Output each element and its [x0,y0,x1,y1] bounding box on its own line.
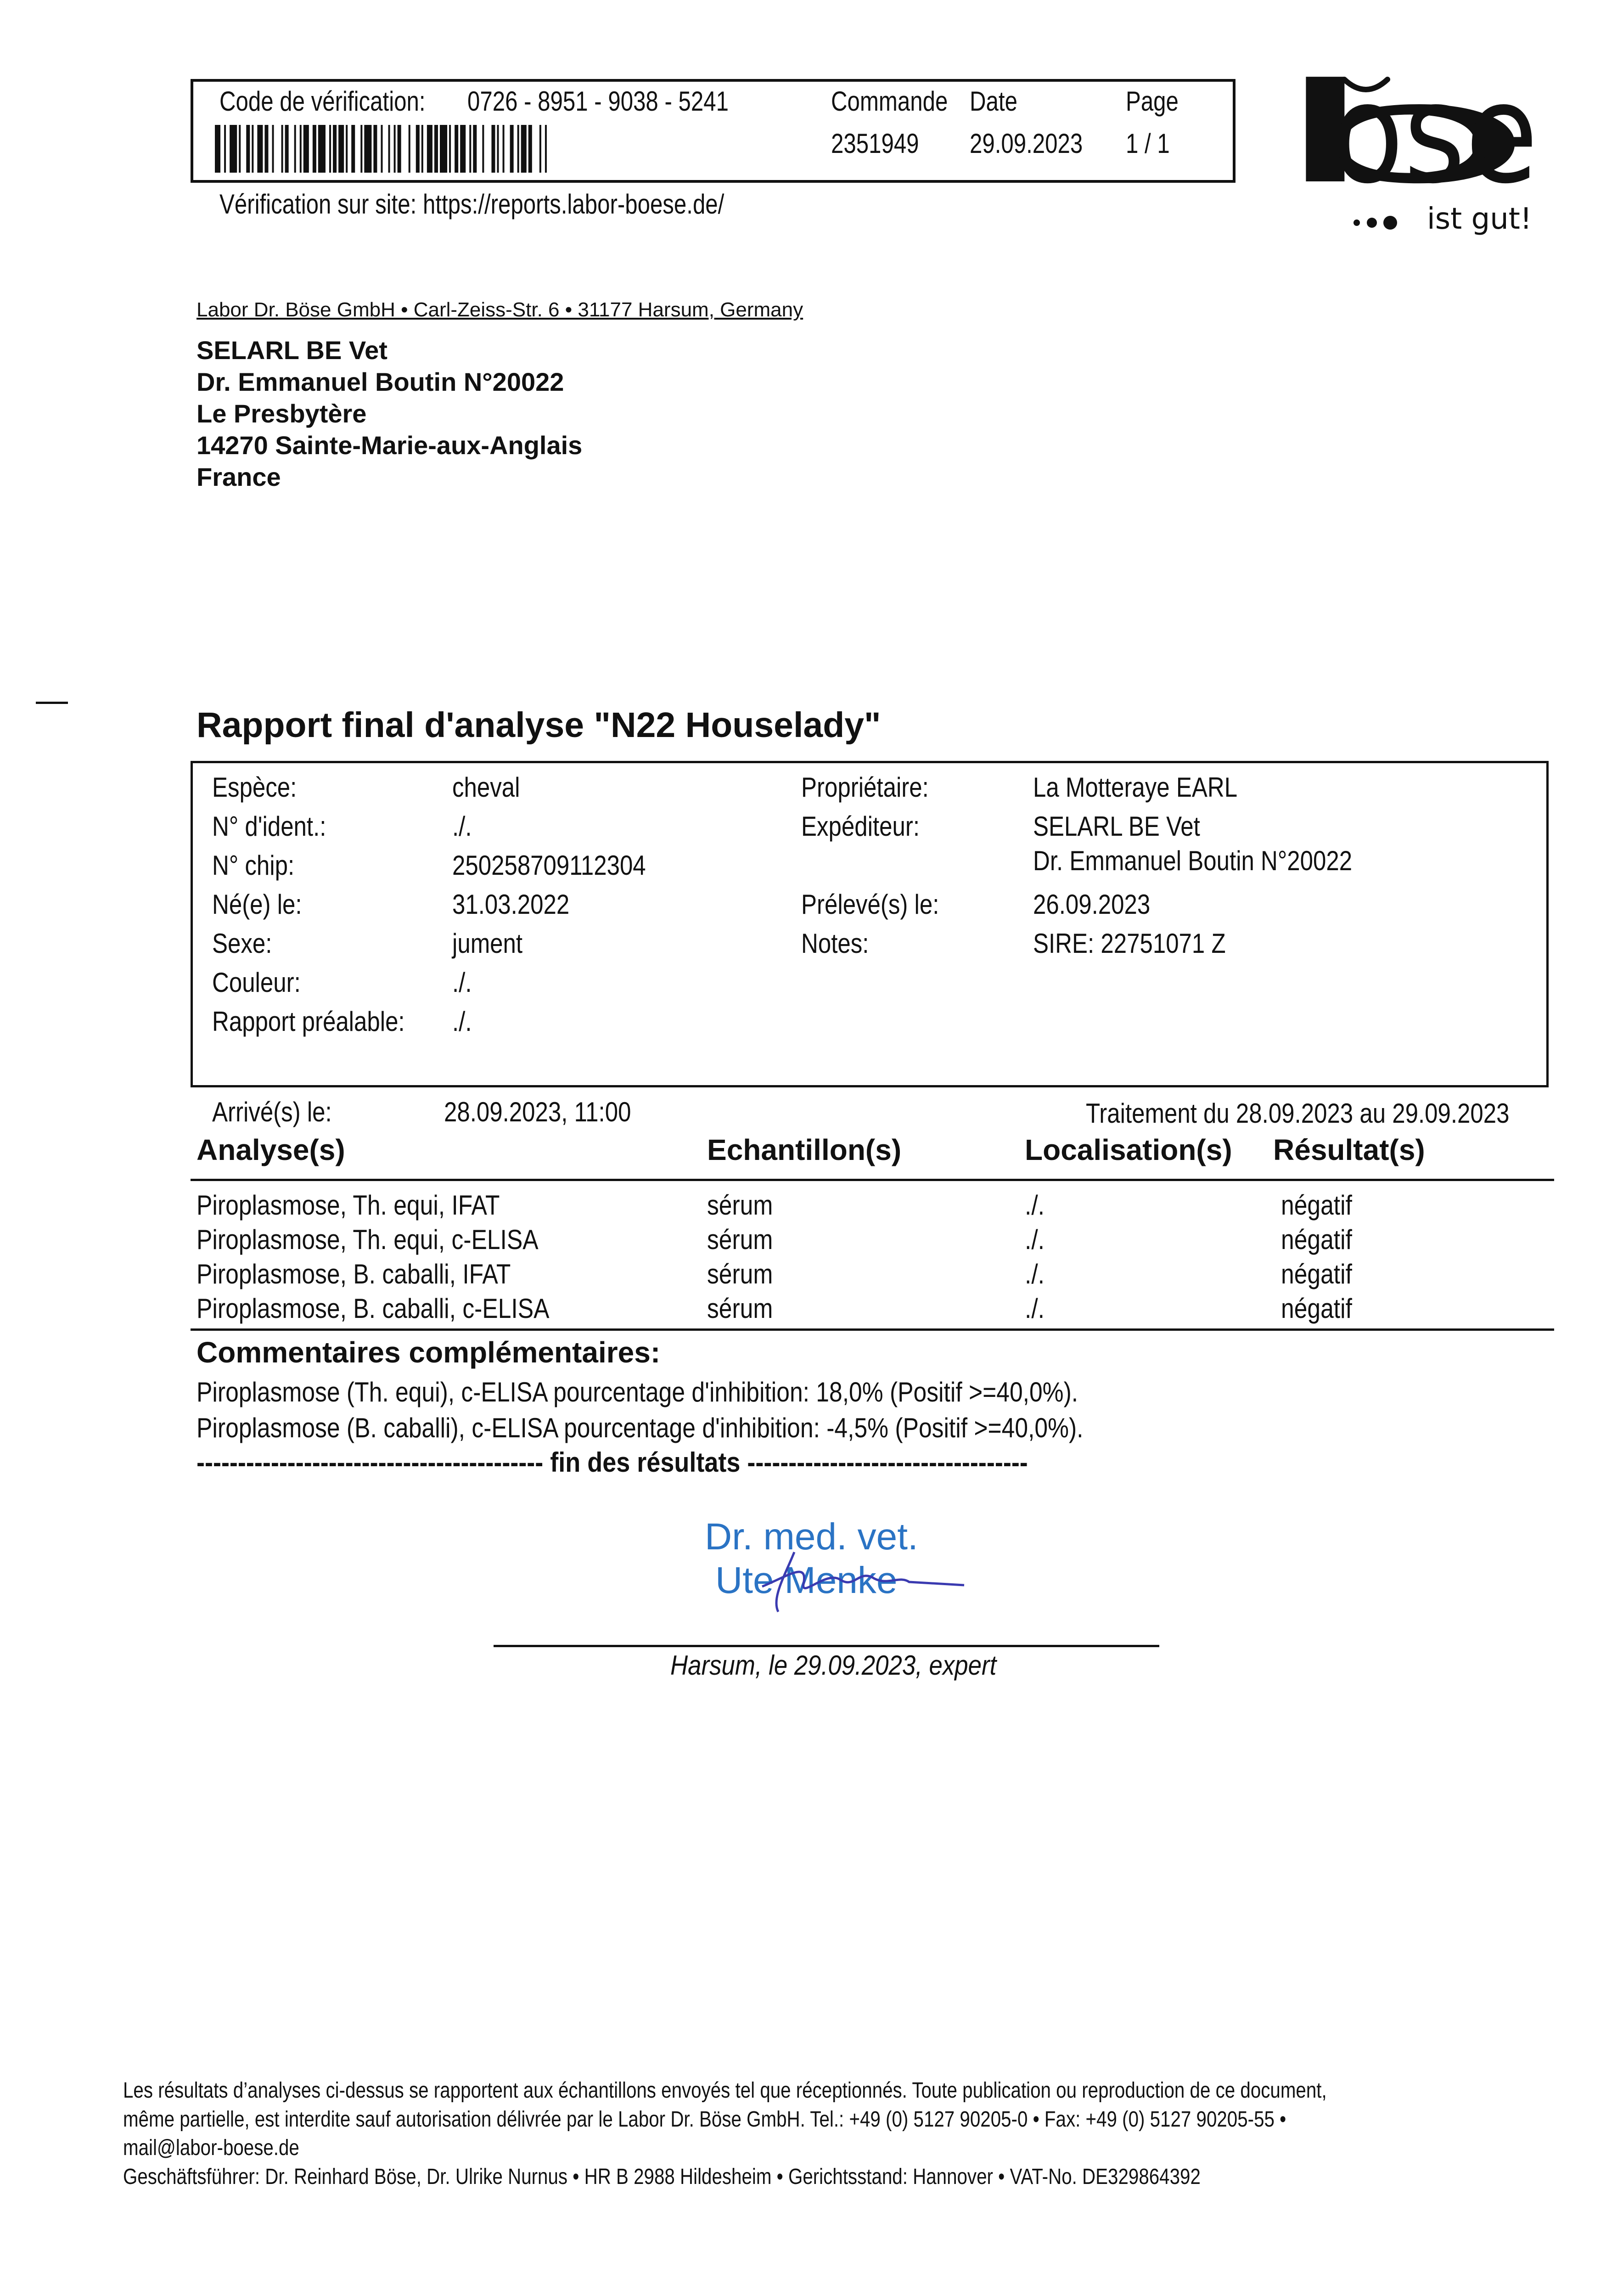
arrival-value: 28.09.2023, 11:00 [444,1097,631,1127]
recipient-line: France [197,462,281,491]
col-header-result: Résultat(s) [1273,1133,1425,1166]
color-label: Couleur: [212,967,301,998]
recipient-line: Dr. Emmanuel Boutin N°20022 [197,367,564,396]
prior-report-label: Rapport préalable: [212,1006,405,1037]
cell-location: ./. [1025,1259,1045,1289]
owner-label: Propriétaire: [801,772,929,803]
barcode-image [215,125,552,173]
cell-result: négatif [1281,1259,1352,1289]
logo-wordmark: b [1267,71,1538,214]
date-label: Date [970,86,1017,117]
sender-label: Expéditeur: [801,811,920,842]
col-header-analysis: Analyse(s) [197,1133,345,1166]
sampled-label: Prélevé(s) le: [801,889,939,920]
ident-label: N° d'ident.: [212,811,326,842]
verification-code: 0726 - 8951 - 9038 - 5241 [467,86,729,117]
cell-analysis: Piroplasmose, Th. equi, IFAT [197,1190,500,1221]
report-date: 29.09.2023 [970,128,1083,159]
col-header-location: Localisation(s) [1025,1133,1232,1166]
animal-info-box [191,761,1549,1087]
cell-result: négatif [1281,1190,1352,1221]
chip-value: 250258709112304 [452,850,646,881]
cell-location: ./. [1025,1293,1045,1324]
handwritten-signature [735,1543,973,1616]
end-of-results-line: ------------------------------------------ fin des résultats ---------------------------------- [197,1447,1028,1478]
table-row [0,1224,1623,1258]
species-label: Espèce: [212,772,297,803]
sender-value-line2: Dr. Emmanuel Boutin N°20022 [1033,845,1353,876]
owner-value: La Motteraye EARL [1033,772,1238,803]
comments-title: Commentaires complémentaires: [197,1336,661,1369]
prior-report-value: ./. [452,1006,472,1037]
sampled-value: 26.09.2023 [1033,889,1151,920]
col-header-sample: Echantillon(s) [707,1133,902,1166]
signature-line [494,1645,1159,1647]
table-bottom-rule [191,1328,1554,1331]
comment-line: Piroplasmose (Th. equi), c-ELISA pourcentage d'inhibition: 18,0% (Positif >=40,0%). [197,1377,1078,1407]
page-number: 1 / 1 [1126,128,1170,159]
arrival-label: Arrivé(s) le: [212,1097,332,1127]
footer-email[interactable]: mail@labor-boese.de [123,2136,299,2160]
cell-sample: sérum [707,1190,773,1221]
sender-value-line1: SELARL BE Vet [1033,811,1200,842]
footer-line: même partielle, est interdite sauf autorisation délivrée par le Labor Dr. Böse GmbH. Tel.: +49 (0) 5127 90205-0 • Fax: +49 (0) 5127 90205-55 • [123,2107,1286,2132]
signature-place-date: Harsum, le 29.09.2023, expert [670,1650,997,1681]
ident-value: ./. [452,811,472,842]
species-value: cheval [452,772,520,803]
logo-wordmark-rest: ose [1331,71,1538,214]
order-label: Commande [831,86,948,117]
born-value: 31.03.2022 [452,889,570,920]
lab-address-line: Labor Dr. Böse GmbH • Carl-Zeiss-Str. 6 • 31177 Harsum, Germany [197,298,803,321]
fold-mark [36,702,68,704]
cell-location: ./. [1025,1190,1045,1221]
table-row [0,1293,1623,1327]
born-label: Né(e) le: [212,889,302,920]
cell-sample: sérum [707,1259,773,1289]
cell-location: ./. [1025,1224,1045,1255]
cell-sample: sérum [707,1293,773,1324]
cell-sample: sérum [707,1224,773,1255]
page-label: Page [1126,86,1179,117]
comment-line: Piroplasmose (B. caballi), c-ELISA pourcentage d'inhibition: -4,5% (Positif >=40,0%). [197,1412,1084,1443]
processing-period: Traitement du 28.09.2023 au 29.09.2023 [1086,1098,1510,1129]
chip-label: N° chip: [212,850,295,881]
table-header-rule [191,1179,1554,1181]
recipient-line: 14270 Sainte-Marie-aux-Anglais [197,431,583,460]
notes-label: Notes: [801,928,869,959]
color-value: ./. [452,967,472,998]
recipient-line: SELARL BE Vet [197,336,387,365]
verification-code-label: Code de vérification: [219,86,426,117]
logo-tagline: ist gut! [1427,202,1532,236]
sex-value: jument [452,928,523,959]
cell-analysis: Piroplasmose, B. caballi, c-ELISA [197,1293,550,1324]
cell-result: négatif [1281,1293,1352,1324]
cell-analysis: Piroplasmose, B. caballi, IFAT [197,1259,511,1289]
table-row [0,1258,1623,1293]
recipient-line: Le Presbytère [197,399,367,428]
footer-line: Geschäftsführer: Dr. Reinhard Böse, Dr. Ulrike Nurnus • HR B 2988 Hildesheim • Gerichtsstand: Hannover • VAT-No. DE329864392 [123,2165,1201,2189]
cell-result: négatif [1281,1224,1352,1255]
table-row [0,1189,1623,1224]
sex-label: Sexe: [212,928,272,959]
notes-value: SIRE: 22751071 Z [1033,928,1226,959]
cell-analysis: Piroplasmose, Th. equi, c-ELISA [197,1224,539,1255]
footer-line: Les résultats d’analyses ci-dessus se rapportent aux échantillons envoyés tel que réceptionnés. Toute publication ou reproduction de ce document, [123,2078,1327,2103]
signature-title: Dr. med. vet. [705,1516,918,1558]
recipient-address [197,334,582,493]
verification-site-link[interactable]: Vérification sur site: https://reports.labor-boese.de/ [219,189,724,219]
signature-name: Ute Menke [715,1559,898,1601]
order-number: 2351949 [831,128,919,159]
report-title: Rapport final d'analyse "N22 Houselady" [197,705,881,745]
